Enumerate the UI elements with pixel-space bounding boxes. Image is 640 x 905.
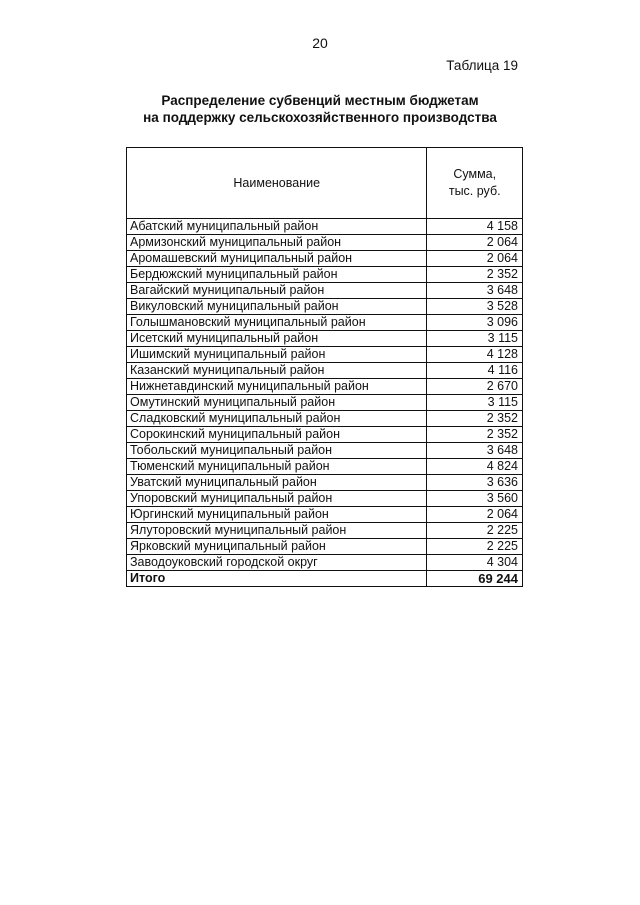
row-sum: 4 128 — [427, 347, 523, 363]
table-row — [127, 363, 523, 379]
row-sum: 2 352 — [427, 427, 523, 443]
row-name: Вагайский муниципальный район — [127, 283, 427, 299]
row-name: Ярковский муниципальный район — [127, 539, 427, 555]
row-sum: 2 670 — [427, 379, 523, 395]
document-title — [0, 92, 640, 126]
subsidy-table — [126, 147, 523, 587]
table-total-row — [127, 571, 523, 587]
page-number: 20 — [312, 35, 328, 51]
header-name: Наименование — [127, 148, 427, 219]
row-name: Бердюжский муниципальный район — [127, 267, 427, 283]
row-sum: 3 560 — [427, 491, 523, 507]
table-row — [127, 427, 523, 443]
table-label: Таблица 19 — [446, 58, 518, 73]
row-sum: 4 824 — [427, 459, 523, 475]
table-row — [127, 507, 523, 523]
title-line-1: Распределение субвенций местным бюджетам — [161, 93, 479, 108]
table-row — [127, 523, 523, 539]
row-name: Абатский муниципальный район — [127, 219, 427, 235]
table-row — [127, 539, 523, 555]
row-sum: 4 116 — [427, 363, 523, 379]
row-name: Исетский муниципальный район — [127, 331, 427, 347]
table-row — [127, 219, 523, 235]
header-sum — [427, 148, 523, 219]
table-row — [127, 315, 523, 331]
row-sum: 3 115 — [427, 395, 523, 411]
row-sum: 4 158 — [427, 219, 523, 235]
table-row — [127, 555, 523, 571]
table-row — [127, 379, 523, 395]
row-sum: 3 648 — [427, 283, 523, 299]
row-sum: 3 528 — [427, 299, 523, 315]
row-name: Армизонский муниципальный район — [127, 235, 427, 251]
row-name: Упоровский муниципальный район — [127, 491, 427, 507]
table-row — [127, 347, 523, 363]
table-header-row — [127, 148, 523, 219]
table-row — [127, 283, 523, 299]
header-sum-line-1: Сумма, — [453, 167, 497, 181]
row-name: Заводоуковский городской округ — [127, 555, 427, 571]
table-row — [127, 411, 523, 427]
row-name: Тюменский муниципальный район — [127, 459, 427, 475]
row-name: Ялуторовский муниципальный район — [127, 523, 427, 539]
table-row — [127, 443, 523, 459]
row-name: Нижнетавдинский муниципальный район — [127, 379, 427, 395]
table-row — [127, 395, 523, 411]
row-name: Сладковский муниципальный район — [127, 411, 427, 427]
row-sum: 2 352 — [427, 411, 523, 427]
row-sum: 4 304 — [427, 555, 523, 571]
row-name: Омутинский муниципальный район — [127, 395, 427, 411]
row-name: Юргинский муниципальный район — [127, 507, 427, 523]
row-sum: 2 352 — [427, 267, 523, 283]
table-row — [127, 267, 523, 283]
row-name: Казанский муниципальный район — [127, 363, 427, 379]
row-name: Аромашевский муниципальный район — [127, 251, 427, 267]
row-name: Голышмановский муниципальный район — [127, 315, 427, 331]
title-line-2: на поддержку сельскохозяйственного производства — [143, 110, 497, 125]
row-sum: 2 064 — [427, 251, 523, 267]
row-sum: 2 225 — [427, 523, 523, 539]
row-sum: 3 096 — [427, 315, 523, 331]
table-row — [127, 299, 523, 315]
row-sum: 2 064 — [427, 507, 523, 523]
row-sum: 3 636 — [427, 475, 523, 491]
table-row — [127, 475, 523, 491]
row-name: Уватский муниципальный район — [127, 475, 427, 491]
row-name: Ишимский муниципальный район — [127, 347, 427, 363]
row-sum: 2 064 — [427, 235, 523, 251]
table-row — [127, 251, 523, 267]
total-name: Итого — [127, 571, 427, 587]
row-sum: 3 648 — [427, 443, 523, 459]
row-sum: 3 115 — [427, 331, 523, 347]
table-row — [127, 331, 523, 347]
row-name: Тобольский муниципальный район — [127, 443, 427, 459]
table-row — [127, 459, 523, 475]
row-name: Сорокинский муниципальный район — [127, 427, 427, 443]
table-row — [127, 491, 523, 507]
total-sum: 69 244 — [427, 571, 523, 587]
row-name: Викуловский муниципальный район — [127, 299, 427, 315]
row-sum: 2 225 — [427, 539, 523, 555]
header-sum-line-2: тыс. руб. — [448, 184, 501, 198]
table-row — [127, 235, 523, 251]
